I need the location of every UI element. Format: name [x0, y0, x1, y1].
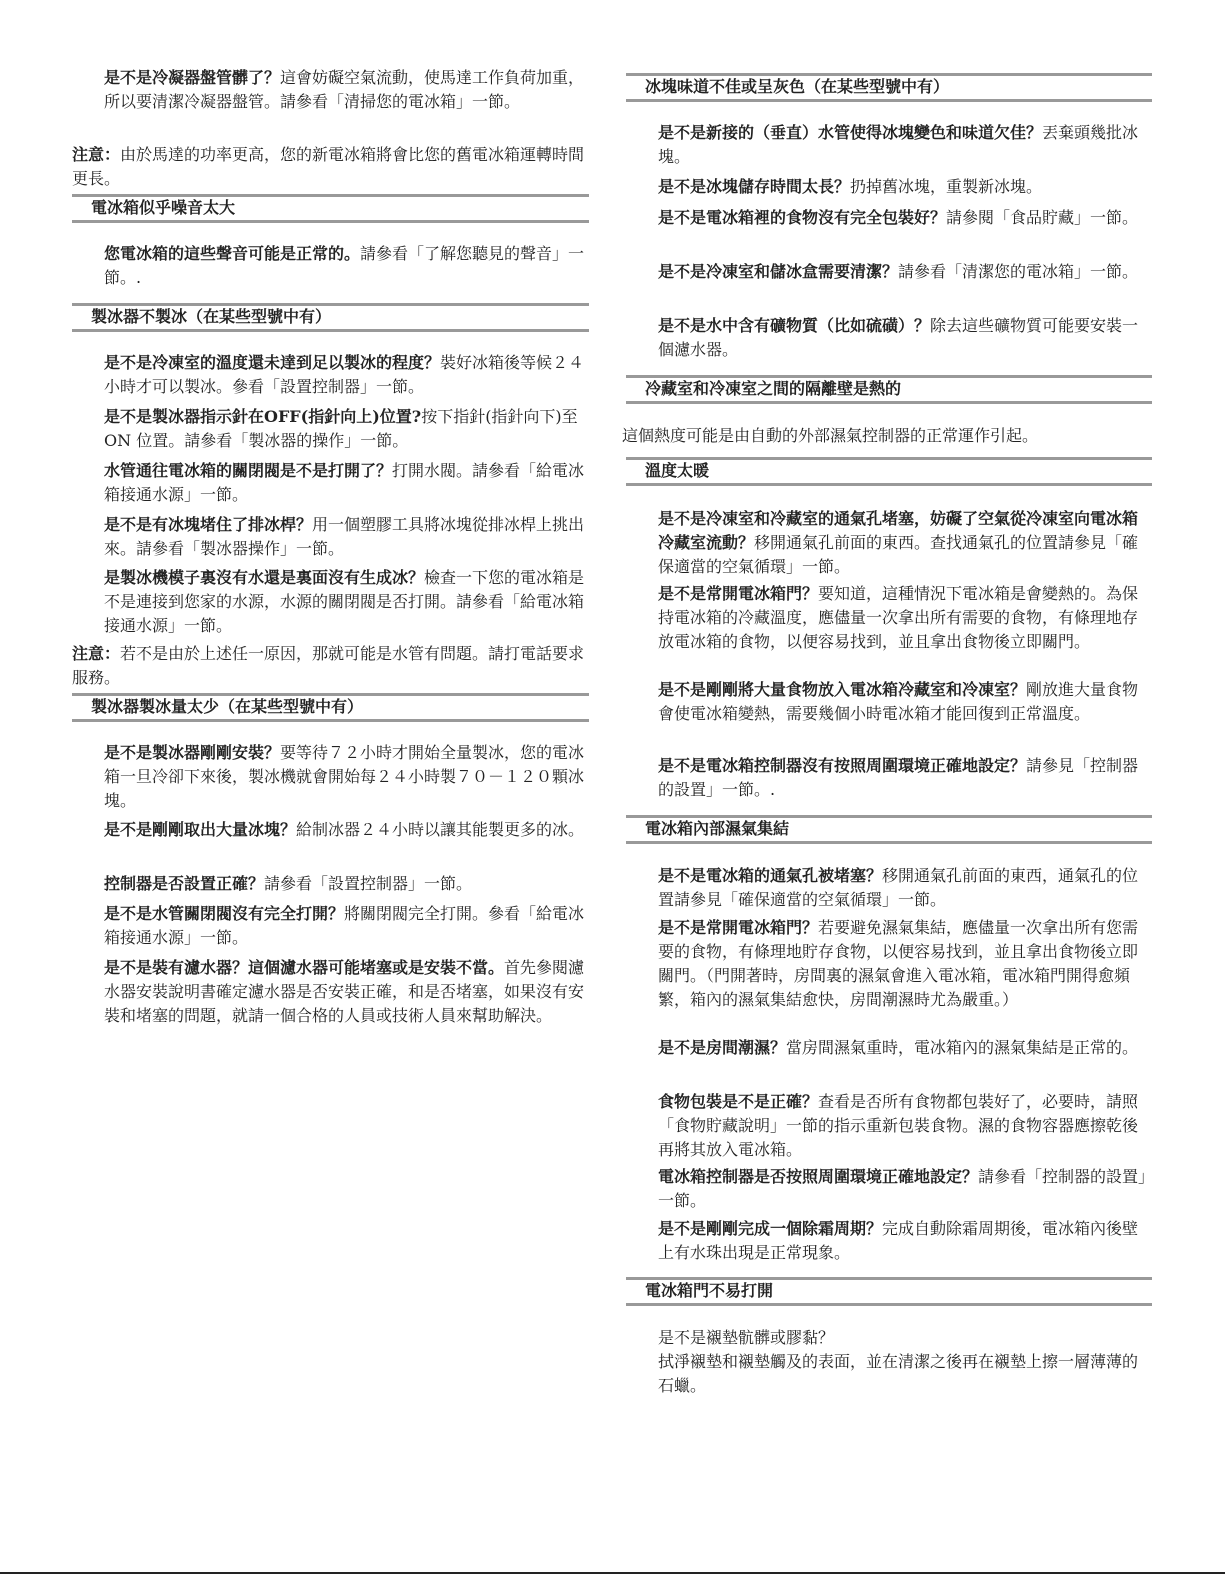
troubleshoot-item	[626, 314, 1152, 362]
answer: 移開通氣孔前面的東西。查找通氣孔的位置請參見「確保適當的空氣循環」一節。	[658, 533, 1139, 576]
question: 是不是有冰塊堵住了排冰桿？	[104, 515, 313, 534]
note-text: 若不是由於上述任一原因，那就可能是水管有問題。請打電話要求服務。	[72, 644, 585, 687]
question: 是不是冷凍室的溫度還未達到足以製冰的程度？	[104, 353, 441, 372]
troubleshoot-item	[72, 872, 589, 896]
note-label: 注意：	[72, 644, 121, 663]
section-header: 製冰器製冰量太少（在某些型號中有）	[72, 693, 589, 722]
answer: 請參看「設置控制器」一節。	[264, 874, 473, 893]
question: 是不是冷凝器盤管髒了？	[104, 68, 281, 87]
page-bottom-rule	[0, 1572, 1225, 1574]
question: 是不是常開電冰箱門？	[658, 918, 819, 937]
question: 水管通往電冰箱的關閉閥是不是打開了？	[104, 461, 393, 480]
answer: 按下指針(指針向下)至 ON 位置。請參看「製冰器的操作」一節。	[104, 407, 578, 450]
troubleshoot-item	[72, 242, 589, 290]
troubleshoot-item	[626, 1217, 1152, 1265]
note-text: 由於馬達的功率更高，您的新電冰箱將會比您的舊電冰箱運轉時間更長。	[72, 145, 585, 188]
question: 是不是裝有濾水器？這個濾水器可能堵塞或是安裝不當。	[104, 958, 505, 977]
troubleshoot-item	[626, 206, 1152, 230]
question: 控制器是否設置正確？	[104, 874, 265, 893]
troubleshoot-item	[72, 405, 589, 453]
note	[72, 143, 589, 191]
answer: 若要避免濕氣集結，應儘量一次拿出所有您需要的食物，有條理地貯存食物，以便容易找到，並且拿出食物後立即關門。（門開著時，房間裏的濕氣會進入電冰箱，電冰箱門開得愈頻繁，箱內的濕氣集結愈快，房間潮濕時尤為嚴重。）	[658, 918, 1139, 1009]
troubleshoot-item	[72, 351, 589, 399]
answer: 剛放進大量食物會使電冰箱變熱，需要幾個小時電冰箱才能回復到正常溫度。	[658, 680, 1139, 723]
answer: 當房間濕氣重時，電冰箱內的濕氣集結是正常的。	[786, 1038, 1139, 1057]
answer: 要知道，這種情況下電冰箱是會變熱的。為保持電冰箱的冷藏溫度，應儘量一次拿出所有需要的食物，有條理地存放電冰箱的食物，以便容易找到，並且拿出食物後立即關門。	[658, 584, 1139, 651]
body-text: 這個熱度可能是由自動的外部濕氣控制器的正常運作引起。	[622, 426, 1039, 445]
answer: 請參閱「食品貯藏」一節。	[946, 208, 1139, 227]
answer: 請參看「了解您聽見的聲音」一節。.	[104, 244, 585, 287]
troubleshoot-item	[626, 1326, 1152, 1398]
troubleshoot-item	[626, 916, 1152, 1012]
troubleshoot-item	[72, 513, 589, 561]
question: 是不是剛剛將大量食物放入電冰箱冷藏室和冷凍室？	[658, 680, 1027, 699]
troubleshoot-item	[626, 260, 1152, 284]
question: 是不是電冰箱裡的食物沒有完全包裝好？	[658, 208, 947, 227]
question: 是不是電冰箱的通氣孔被堵塞？	[658, 866, 883, 885]
answer: 請參見「控制器的設置」一節。.	[658, 756, 1139, 799]
question: 是不是新接的（垂直）水管使得冰塊變色和味道欠佳？	[658, 123, 1043, 142]
note-label: 注意：	[72, 145, 121, 164]
section-header: 冷藏室和冷凍室之間的隔離壁是熱的	[626, 375, 1152, 404]
troubleshoot-item	[626, 678, 1152, 726]
troubleshoot-item	[626, 507, 1152, 579]
question: 是不是常開電冰箱門？	[658, 584, 819, 603]
answer: 要等待７２小時才開始全量製冰，您的電冰箱一旦冷卻下來後，製冰機就會開始每２４小時製７０－１２０顆冰塊。	[104, 743, 585, 810]
answer: 給制冰器２４小時以讓其能製更多的冰。	[296, 820, 585, 839]
troubleshoot-item	[626, 1090, 1152, 1162]
question: 電冰箱控制器是否按照周圍環境正確地設定？	[658, 1167, 979, 1186]
answer: 移開通氣孔前面的東西，通氣孔的位置請參見「確保適當的空氣循環」一節。	[658, 866, 1139, 909]
answer: 這會妨礙空氣流動，使馬達工作負荷加重，所以要清潔冷凝器盤管。請參看「清掃您的電冰箱」一節。	[104, 68, 585, 111]
section-header: 電冰箱內部濕氣集結	[626, 815, 1152, 844]
troubleshoot-item	[626, 121, 1152, 169]
troubleshoot-item	[72, 902, 589, 950]
question: 是不是冷凍室和冷藏室的通氣孔堵塞，妨礙了空氣從冷凍室向電冰箱冷藏室流動？	[658, 509, 1139, 552]
question: 是不是剛剛完成一個除霜周期？	[658, 1219, 883, 1238]
answer: 丟棄頭幾批冰塊。	[658, 123, 1139, 166]
answer: 請參看「清潔您的電冰箱」一節。	[898, 262, 1139, 281]
question: 是不是水中含有礦物質（比如硫磺）？	[658, 316, 931, 335]
question: 是不是房間潮濕？	[658, 1038, 787, 1057]
troubleshoot-item	[72, 459, 589, 507]
troubleshoot-item	[72, 66, 589, 114]
troubleshoot-item	[626, 1165, 1152, 1213]
question: 是不是襯墊骯髒或膠黏？	[658, 1328, 835, 1347]
troubleshoot-item	[72, 566, 589, 638]
question: 是不是剛剛取出大量冰塊？	[104, 820, 297, 839]
question: 食物包裝是不是正確？	[658, 1092, 819, 1111]
question: 是不是電冰箱控制器沒有按照周圍環境正確地設定？	[658, 756, 1027, 775]
troubleshoot-item	[626, 1036, 1152, 1060]
question: 是不是製冰器指示針在OFF(指針向上)位置?	[104, 407, 422, 426]
question: 您電冰箱的這些聲音可能是正常的。	[104, 244, 361, 263]
troubleshoot-item	[72, 741, 589, 813]
section-header: 冰塊味道不佳或呈灰色（在某些型號中有）	[626, 73, 1152, 102]
answer: 用一個塑膠工具將冰塊從排冰桿上挑出來。請參看「製冰器操作」一節。	[104, 515, 585, 558]
section-header: 溫度太暖	[626, 457, 1152, 486]
answer: 請參看「控制器的設置」一節。	[658, 1167, 1147, 1210]
section-header: 電冰箱門不易打開	[626, 1277, 1152, 1306]
troubleshoot-item	[626, 864, 1152, 912]
question: 是製冰機模子裏沒有水還是裏面沒有生成冰？	[104, 568, 425, 587]
troubleshoot-item	[626, 754, 1152, 802]
answer: 將關閉閥完全打開。參看「給電冰箱接通水源」一節。	[104, 904, 585, 947]
section-header: 電冰箱似乎噪音太大	[72, 194, 589, 223]
troubleshoot-item	[626, 175, 1152, 199]
question: 是不是製冰器剛剛安裝？	[104, 743, 281, 762]
question: 是不是水管關閉閥沒有完全打開？	[104, 904, 345, 923]
note	[72, 642, 589, 690]
answer: 檢查一下您的電冰箱是不是連接到您家的水源，水源的關閉閥是否打開。請參看「給電冰箱接通水源」一節。	[104, 568, 585, 635]
answer: 打開水閥。請參看「給電冰箱接通水源」一節。	[104, 461, 585, 504]
question: 是不是冰塊儲存時間太長？	[658, 177, 851, 196]
section-header: 製冰器不製冰（在某些型號中有）	[72, 303, 589, 332]
answer: 裝好冰箱後等候２４小時才可以製冰。參看「設置控制器」一節。	[104, 353, 585, 396]
answer: 除去這些礦物質可能要安裝一個濾水器。	[658, 316, 1139, 359]
answer: 扔掉舊冰塊，重製新冰塊。	[850, 177, 1043, 196]
answer: 拭淨襯墊和襯墊觸及的表面，並在清潔之後再在襯墊上擦一層薄薄的石蠟。	[658, 1352, 1139, 1395]
answer: 查看是否所有食物都包裝好了，必要時，請照「食物貯藏說明」一節的指示重新包裝食物。濕的食物容器應擦乾後再將其放入電冰箱。	[658, 1092, 1139, 1159]
answer: 首先參閱濾水器安裝說明書確定濾水器是否安裝正確，和是否堵塞，如果沒有安裝和堵塞的問題，就請一個合格的人員或技術人員來幫助解決。	[104, 958, 585, 1025]
troubleshoot-item	[626, 582, 1152, 654]
answer: 完成自動除霜周期後，電冰箱內後壁上有水珠出現是正常現象。	[658, 1219, 1139, 1262]
question: 是不是冷凍室和儲冰盒需要清潔？	[658, 262, 899, 281]
troubleshoot-item	[72, 818, 589, 842]
troubleshoot-item	[72, 956, 589, 1028]
